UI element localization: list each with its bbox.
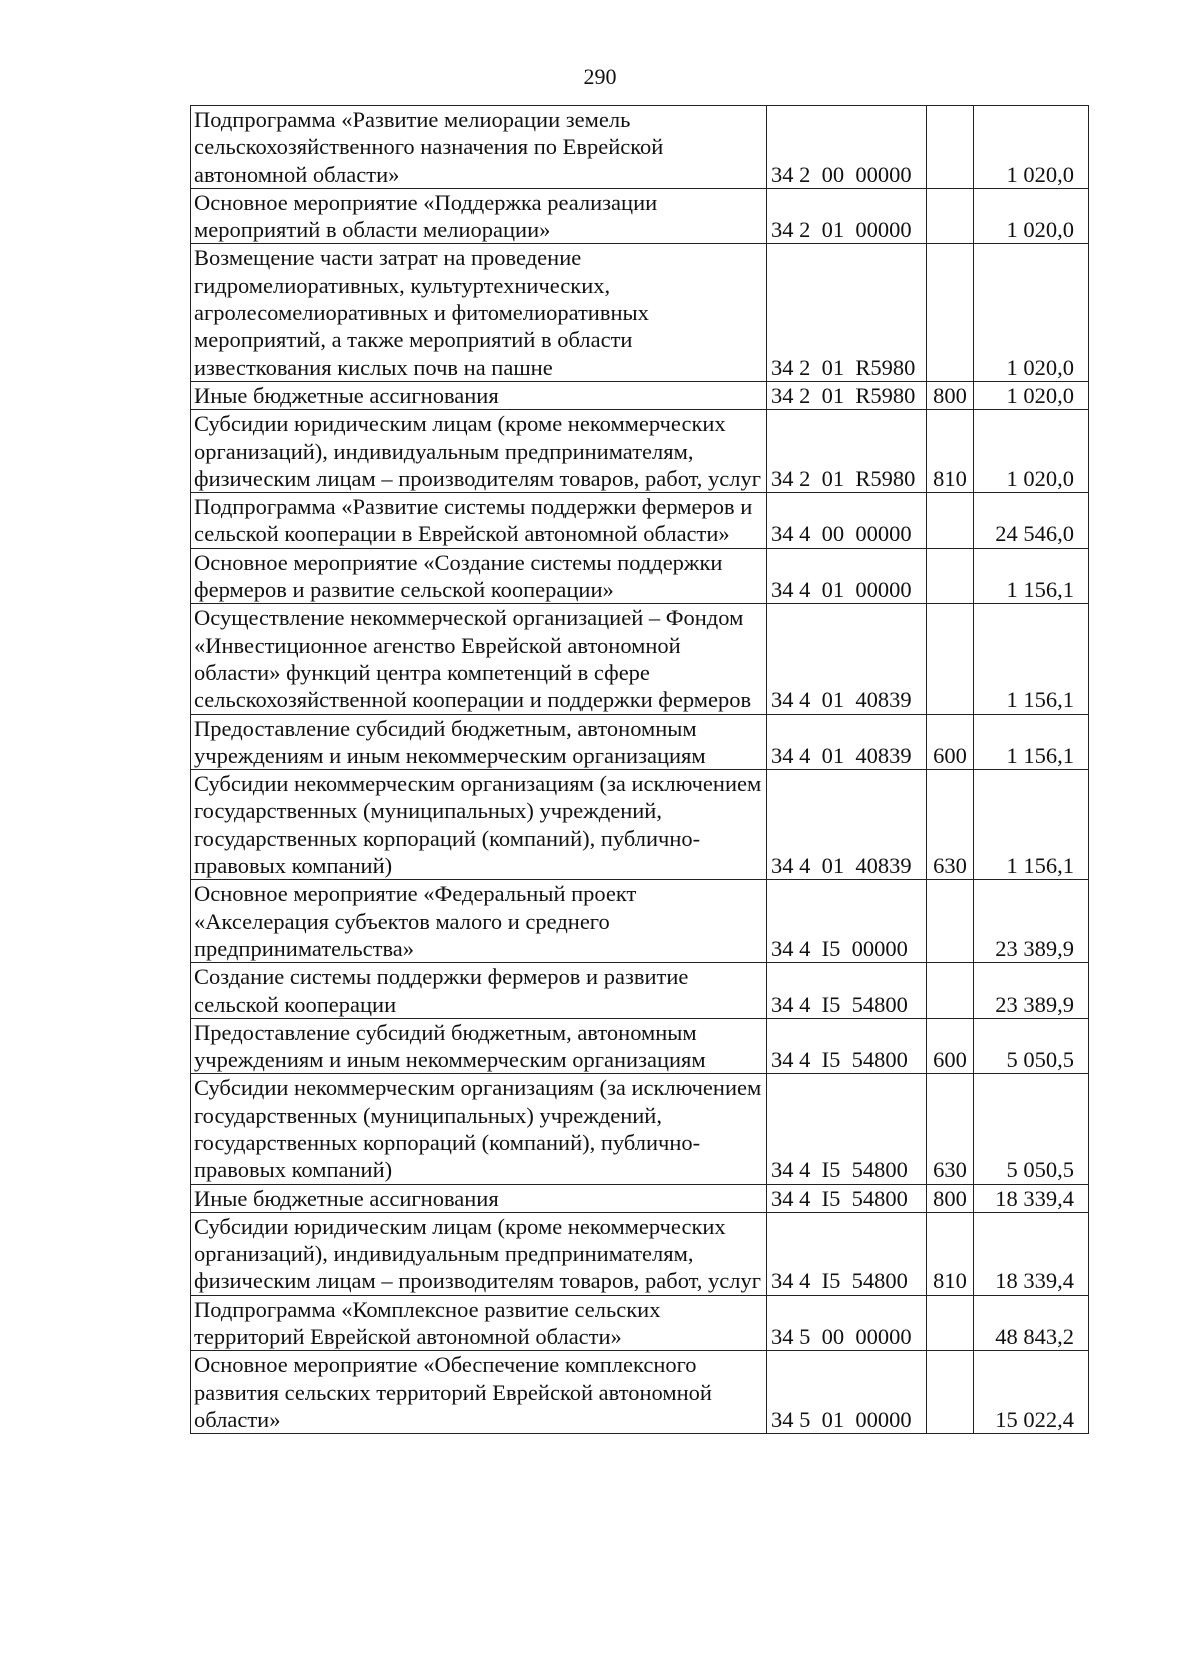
- table-row: [191, 188, 1089, 244]
- row-code-cell: 34 4 01 00000: [767, 548, 927, 604]
- row-code-cell: 34 2 01 R5980: [767, 410, 927, 493]
- row-expense-type-cell: [927, 548, 974, 604]
- row-code-cell: 34 4 I5 54800: [767, 1184, 927, 1212]
- row-expense-type-cell: [927, 188, 974, 244]
- row-amount-cell: 15 022,4: [974, 1351, 1089, 1434]
- table-row: [191, 381, 1089, 409]
- row-amount-cell: 1 020,0: [974, 381, 1089, 409]
- table-row: [191, 410, 1089, 493]
- row-amount-cell: 18 339,4: [974, 1184, 1089, 1212]
- row-name-cell: Субсидии юридическим лицам (кроме некоммерческих организаций), индивидуальным предпринимателям, физическим лицам – производителям товаров, работ, услуг: [191, 1212, 767, 1295]
- row-name-cell: Основное мероприятие «Создание системы поддержки фермеров и развитие сельской кооперации»: [191, 548, 767, 604]
- row-code-cell: 34 4 01 40839: [767, 770, 927, 880]
- row-amount-cell: 5 050,5: [974, 1074, 1089, 1184]
- row-name-cell: Предоставление субсидий бюджетным, автономным учреждениям и иным некоммерческим организациям: [191, 714, 767, 770]
- row-expense-type-cell: 800: [927, 1184, 974, 1212]
- row-amount-cell: 1 156,1: [974, 604, 1089, 714]
- table-row: [191, 244, 1089, 381]
- row-name-cell: Возмещение части затрат на проведение гидромелиоративных, культуртехнических, агролесомелиоративных и фитомелиоративных мероприятий, а также мероприятий в области известкования кислых почв на пашне: [191, 244, 767, 381]
- row-code-cell: 34 4 01 40839: [767, 604, 927, 714]
- table-row: [191, 548, 1089, 604]
- row-expense-type-cell: [927, 604, 974, 714]
- row-name-cell: Иные бюджетные ассигнования: [191, 381, 767, 409]
- row-name-cell: Создание системы поддержки фермеров и развитие сельской кооперации: [191, 963, 767, 1019]
- row-code-cell: 34 4 00 00000: [767, 493, 927, 549]
- row-name-cell: Субсидии юридическим лицам (кроме некоммерческих организаций), индивидуальным предпринимателям, физическим лицам – производителям товаров, работ, услуг: [191, 410, 767, 493]
- row-expense-type-cell: 600: [927, 714, 974, 770]
- row-amount-cell: 1 156,1: [974, 714, 1089, 770]
- row-expense-type-cell: [927, 963, 974, 1019]
- row-name-cell: Осуществление некоммерческой организацией – Фондом «Инвестиционное агенство Еврейской автономной области» функций центра компетенций в сфере сельскохозяйственной кооперации и поддержки фермеров: [191, 604, 767, 714]
- row-expense-type-cell: 800: [927, 381, 974, 409]
- table-row: [191, 1074, 1089, 1184]
- row-expense-type-cell: [927, 106, 974, 189]
- table-row: [191, 770, 1089, 880]
- row-name-cell: Подпрограмма «Комплексное развитие сельских территорий Еврейской автономной области»: [191, 1295, 767, 1351]
- table-row: [191, 106, 1089, 189]
- table-row: [191, 714, 1089, 770]
- table-row: [191, 493, 1089, 549]
- row-name-cell: Субсидии некоммерческим организациям (за исключением государственных (муниципальных) учреждений, государственных корпораций (компаний), публично-правовых компаний): [191, 1074, 767, 1184]
- row-code-cell: 34 4 I5 54800: [767, 963, 927, 1019]
- row-name-cell: Основное мероприятие «Поддержка реализации мероприятий в области мелиорации»: [191, 188, 767, 244]
- row-expense-type-cell: [927, 1295, 974, 1351]
- table-row: [191, 604, 1089, 714]
- row-expense-type-cell: 600: [927, 1018, 974, 1074]
- row-expense-type-cell: [927, 880, 974, 963]
- row-amount-cell: 18 339,4: [974, 1212, 1089, 1295]
- row-amount-cell: 1 020,0: [974, 188, 1089, 244]
- row-amount-cell: 5 050,5: [974, 1018, 1089, 1074]
- row-expense-type-cell: [927, 493, 974, 549]
- table-row: [191, 880, 1089, 963]
- budget-table-body: [191, 106, 1089, 1434]
- row-code-cell: 34 4 I5 54800: [767, 1212, 927, 1295]
- row-code-cell: 34 2 01 R5980: [767, 244, 927, 381]
- row-expense-type-cell: 810: [927, 410, 974, 493]
- row-amount-cell: 23 389,9: [974, 880, 1089, 963]
- row-code-cell: 34 2 01 R5980: [767, 381, 927, 409]
- row-amount-cell: 24 546,0: [974, 493, 1089, 549]
- row-expense-type-cell: [927, 244, 974, 381]
- row-code-cell: 34 5 00 00000: [767, 1295, 927, 1351]
- row-amount-cell: 1 020,0: [974, 410, 1089, 493]
- row-code-cell: 34 2 00 00000: [767, 106, 927, 189]
- row-expense-type-cell: [927, 1351, 974, 1434]
- table-row: [191, 1351, 1089, 1434]
- row-code-cell: 34 4 01 40839: [767, 714, 927, 770]
- row-name-cell: Иные бюджетные ассигнования: [191, 1184, 767, 1212]
- table-row: [191, 963, 1089, 1019]
- row-amount-cell: 1 020,0: [974, 244, 1089, 381]
- row-code-cell: 34 4 I5 54800: [767, 1018, 927, 1074]
- table-row: [191, 1212, 1089, 1295]
- row-amount-cell: 48 843,2: [974, 1295, 1089, 1351]
- row-code-cell: 34 2 01 00000: [767, 188, 927, 244]
- row-code-cell: 34 5 01 00000: [767, 1351, 927, 1434]
- budget-table: [190, 105, 1089, 1434]
- row-name-cell: Подпрограмма «Развитие мелиорации земель сельскохозяйственного назначения по Еврейской автономной области»: [191, 106, 767, 189]
- row-name-cell: Основное мероприятие «Обеспечение комплексного развития сельских территорий Еврейской автономной области»: [191, 1351, 767, 1434]
- row-code-cell: 34 4 I5 54800: [767, 1074, 927, 1184]
- row-expense-type-cell: 630: [927, 770, 974, 880]
- row-name-cell: Субсидии некоммерческим организациям (за исключением государственных (муниципальных) учреждений, государственных корпораций (компаний), публично-правовых компаний): [191, 770, 767, 880]
- table-row: [191, 1184, 1089, 1212]
- row-amount-cell: 1 020,0: [974, 106, 1089, 189]
- budget-table-container: [190, 105, 1088, 1434]
- row-amount-cell: 23 389,9: [974, 963, 1089, 1019]
- row-code-cell: 34 4 I5 00000: [767, 880, 927, 963]
- row-amount-cell: 1 156,1: [974, 770, 1089, 880]
- row-amount-cell: 1 156,1: [974, 548, 1089, 604]
- page-number: 290: [583, 64, 617, 89]
- row-name-cell: Основное мероприятие «Федеральный проект «Акселерация субъектов малого и среднего предпринимательства»: [191, 880, 767, 963]
- row-name-cell: Подпрограмма «Развитие системы поддержки фермеров и сельской кооперации в Еврейской автономной области»: [191, 493, 767, 549]
- table-row: [191, 1018, 1089, 1074]
- row-expense-type-cell: 810: [927, 1212, 974, 1295]
- row-expense-type-cell: 630: [927, 1074, 974, 1184]
- row-name-cell: Предоставление субсидий бюджетным, автономным учреждениям и иным некоммерческим организациям: [191, 1018, 767, 1074]
- table-row: [191, 1295, 1089, 1351]
